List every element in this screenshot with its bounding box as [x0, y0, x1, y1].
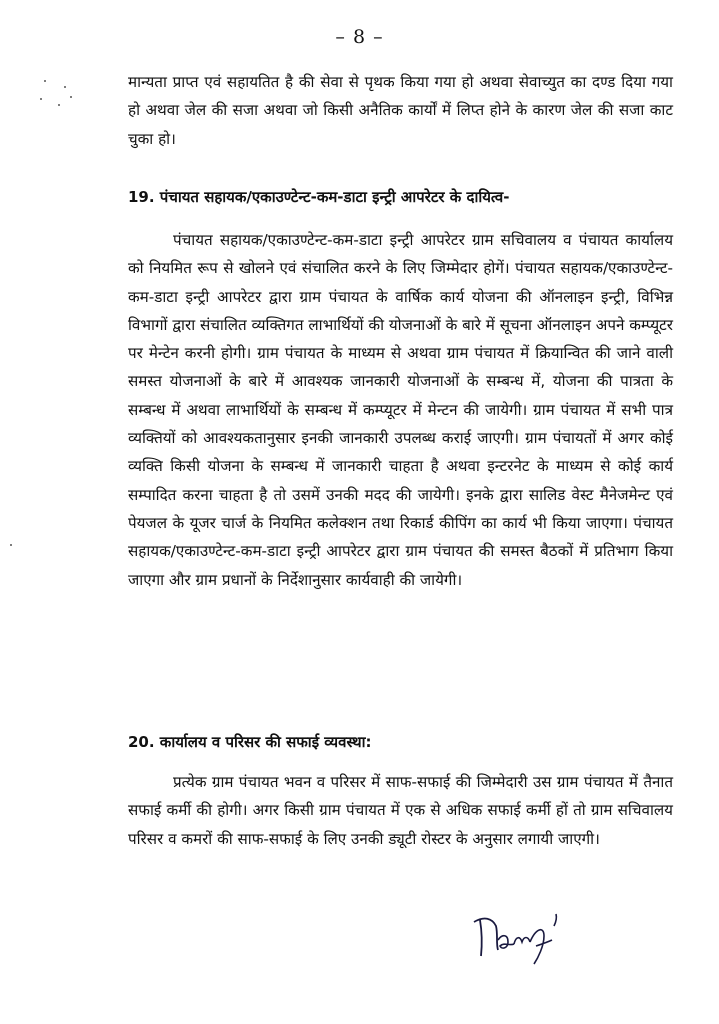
scan-speck	[40, 98, 42, 100]
section-20-body: प्रत्येक ग्राम पंचायत भवन व परिसर में साफ-सफाई की जिम्मेदारी उस ग्राम पंचायत में तैनात सफाई कर्मी की होगी। अगर किसी ग्राम पंचायत में एक से अधिक सफाई कर्मी हों तो ग्राम सचिवालय परिसर व कमरों की साफ-सफाई के लिए उनकी ड्यूटी रोस्टर के अनुसार लगायी जाएगी।	[128, 773, 673, 848]
scan-speck	[58, 104, 60, 106]
section-19-heading: 19. पंचायत सहायक/एकाउण्टेन्ट-कम-डाटा इन्ट्री आपरेटर के दायित्व-	[128, 188, 510, 206]
section-20-heading: 20. कार्यालय व परिसर की सफाई व्यवस्था:	[128, 733, 372, 751]
scan-speck	[64, 86, 66, 88]
handwritten-signature	[470, 906, 590, 966]
intro-paragraph: मान्यता प्राप्त एवं सहायतित है की सेवा से पृथक किया गया हो अथवा सेवाच्युत का दण्ड दिया गया हो अथवा जेल की सजा अथवा जो किसी अनैतिक कार्यों में लिप्त होने के कारण जेल की सजा काट चुका हो।	[128, 73, 673, 148]
scan-speck	[44, 80, 46, 82]
page-number: – 8 –	[335, 26, 384, 48]
section-19-body: पंचायत सहायक/एकाउण्टेन्ट-कम-डाटा इन्ट्री आपरेटर ग्राम सचिवालय व पंचायत कार्यालय को नियमित रूप से खोलने एवं संचालित करने के लिए जिम्मेदार होगें। पंचायत सहायक/एकाउण्टेन्ट-कम-डाटा इन्ट्री आपरेटर द्वारा ग्राम पंचायत के वार्षिक कार्य योजना की ऑनलाइन इन्ट्री, विभिन्न विभागों द्वारा संचालित व्यक्तिगत लाभार्थियों की योजनाओं के बारे में सूचना ऑनलाइन अपने कम्प्यूटर पर मेन्टेन करनी होगी। ग्राम पंचायत के माध्यम से अथवा ग्राम पंचायत में क्रियान्वित की जाने वाली समस्त योजनाओं के बारे में आवश्यक जानकारी योजनाओं के सम्बन्ध में, योजना की पात्रता के सम्बन्ध में अथवा लाभार्थियों के सम्बन्ध में कम्प्यूटर में मेन्टन की जायेगी। ग्राम पंचायत में सभी पात्र व्यक्तियों को आवश्यकतानुसार इनकी जानकारी उपलब्ध कराई जाएगी। ग्राम पंचायतों में अगर कोई व्यक्ति किसी योजना के सम्बन्ध में जानकारी चाहता है अथवा इन्टरनेट के माध्यम से कोई कार्य सम्पादित करना चाहता है तो उसमें उनकी मदद की जायेगी। इनके द्वारा सालिड वेस्ट मैनेजमेन्ट एवं पेयजल के यूजर चार्ज के नियमित कलेक्शन तथा रिकार्ड कीपिंग का कार्य भी किया जाएगा। पंचायत सहायक/एकाउण्टेन्ट-कम-डाटा इन्ट्री आपरेटर द्वारा ग्राम पंचायत की समस्त बैठकों में प्रतिभाग किया जाएगा और ग्राम प्रधानों के निर्देशानुसार कार्यवाही की जायेगी।	[128, 231, 673, 589]
scan-speck	[70, 96, 72, 98]
scan-speck	[10, 544, 12, 546]
